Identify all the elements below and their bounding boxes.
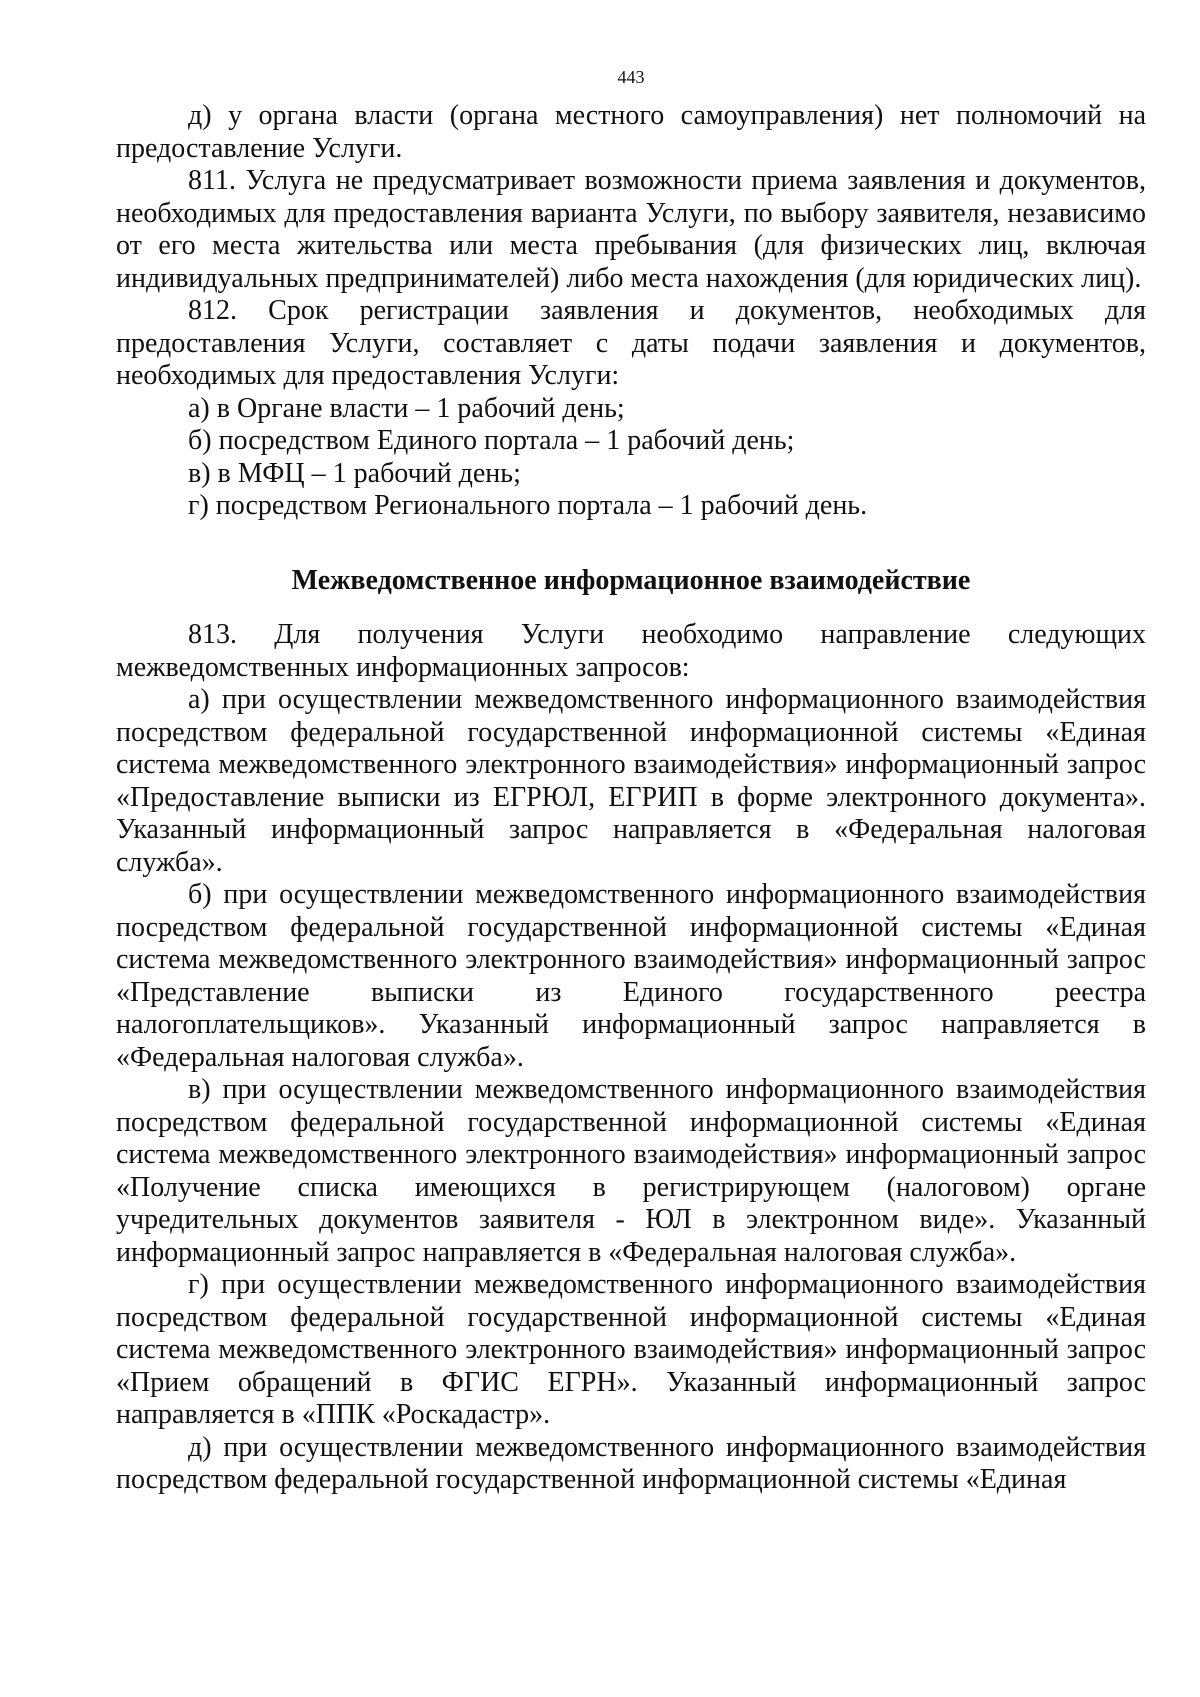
paragraph-811: 811. Услуга не предусматривает возможности приема заявления и документов, необходимых для предоставления варианта Услуги, по выбору заявителя, независимо от его места жительства или места пребывания (для физических лиц, включая индивидуальных предпринимателей) либо места нахождения (для юридических лиц). [116, 165, 1146, 294]
list-item-813-d: д) при осуществлении межведомственного информационного взаимодействия посредством федеральной государственной информационной системы «Единая [116, 1431, 1146, 1495]
list-item-813-b: б) при осуществлении межведомственного информационного взаимодействия посредством федеральной государственной информационной системы «Единая система межведомственного электронного взаимодействия» информационный запрос «Представление выписки из Единого государственного реестра налогоплательщиков». Указанный информационный запрос направляется в «Федеральная налоговая служба». [116, 879, 1146, 1073]
list-item-812-g: г) посредством Регионального портала – 1 рабочий день. [188, 490, 868, 521]
section-title: Межведомственное информационное взаимодействие [291, 564, 971, 596]
paragraph-813: 813. Для получения Услуги необходимо направление следующих межведомственных информационных запросов: [116, 619, 1146, 683]
list-item-813-a: а) при осуществлении межведомственного информационного взаимодействия посредством федеральной государственной информационной системы «Единая система межведомственного электронного взаимодействия» информационный запрос «Предоставление выписки из ЕГРЮЛ, ЕГРИП в форме электронного документа». Указанный информационный запрос направляется в «Федеральная налоговая служба». [116, 684, 1146, 878]
list-item-812-b: б) посредством Единого портала – 1 рабочий день; [188, 425, 795, 456]
list-item-812-v: в) в МФЦ – 1 рабочий день; [188, 457, 521, 489]
list-item-813-g: г) при осуществлении межведомственного информационного взаимодействия посредством федеральной государственной информационной системы «Единая система межведомственного электронного взаимодействия» информационный запрос «Прием обращений в ФГИС ЕГРН». Указанный информационный запрос направляется в «ППК «Роскадастр». [116, 1269, 1146, 1430]
page-number: 443 [617, 67, 645, 87]
paragraph-d-no-authority: д) у органа власти (органа местного самоуправления) нет полномочий на предоставление Услуги. [116, 100, 1146, 164]
list-item-812-a: а) в Органе власти – 1 рабочий день; [188, 392, 625, 424]
paragraph-812: 812. Срок регистрации заявления и документов, необходимых для предоставления Услуги, составляет с даты подачи заявления и документов, необходимых для предоставления Услуги: [116, 295, 1146, 391]
list-item-813-v: в) при осуществлении межведомственного информационного взаимодействия посредством федеральной государственной информационной системы «Единая система межведомственного электронного взаимодействия» информационный запрос «Получение списка имеющихся в регистрирующем (налоговом) органе учредительных документов заявителя - ЮЛ в электронном виде». Указанный информационный запрос направляется в «Федеральная налоговая служба». [116, 1074, 1146, 1268]
